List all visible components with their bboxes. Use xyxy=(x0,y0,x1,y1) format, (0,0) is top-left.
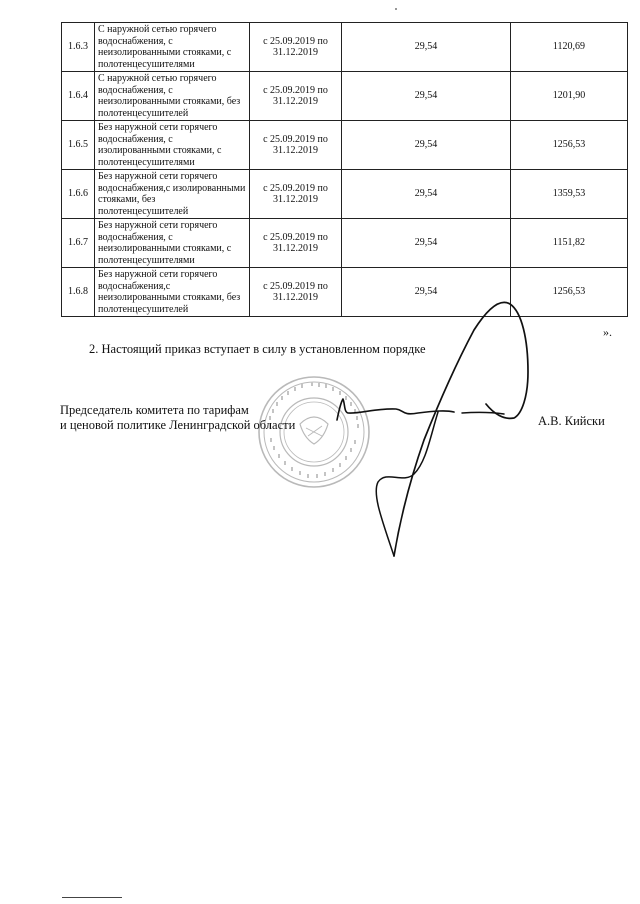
row-rate: 29,54 xyxy=(342,219,511,268)
row-description: Без наружной сети горячего водоснабжения,с неизолированными стояками, без полотенцесушителей xyxy=(95,268,250,317)
row-description: Без наружной сети горячего водоснабжения, с изолированными стояками, с полотенцесушителями xyxy=(95,121,250,170)
row-number: 1.6.4 xyxy=(62,72,95,121)
row-period: с 25.09.2019 по 31.12.2019 xyxy=(250,121,342,170)
row-number: 1.6.7 xyxy=(62,219,95,268)
table-row xyxy=(62,23,628,72)
clause-text: 2. Настоящий приказ вступает в силу в установленном порядке xyxy=(89,342,426,356)
row-description: С наружной сетью горячего водоснабжения, с неизолированными стояками, без полотенцесушителей xyxy=(95,72,250,121)
table-row xyxy=(62,219,628,268)
row-period: с 25.09.2019 по 31.12.2019 xyxy=(250,268,342,317)
row-rate: 29,54 xyxy=(342,170,511,219)
row-period: с 25.09.2019 по 31.12.2019 xyxy=(250,219,342,268)
row-number: 1.6.3 xyxy=(62,23,95,72)
row-period: с 25.09.2019 по 31.12.2019 xyxy=(250,170,342,219)
row-description: С наружной сетью горячего водоснабжения, с неизолированными стояками, с полотенцесушителями xyxy=(95,23,250,72)
signer-title-line-1: Председатель комитета по тарифам xyxy=(60,403,249,417)
tariff-table-body xyxy=(62,23,628,317)
row-total: 1256,53 xyxy=(511,268,628,317)
footnote-rule xyxy=(62,897,122,898)
row-total: 1151,82 xyxy=(511,219,628,268)
row-total: 1201,90 xyxy=(511,72,628,121)
row-rate: 29,54 xyxy=(342,268,511,317)
signer-title xyxy=(60,403,295,433)
row-description: Без наружной сети горячего водоснабжения, с неизолированными стояками, с полотенцесушителями xyxy=(95,219,250,268)
row-number: 1.6.8 xyxy=(62,268,95,317)
row-total: 1256,53 xyxy=(511,121,628,170)
table-row xyxy=(62,170,628,219)
tariff-table xyxy=(61,22,628,317)
row-rate: 29,54 xyxy=(342,23,511,72)
table-row xyxy=(62,121,628,170)
row-rate: 29,54 xyxy=(342,121,511,170)
table-row xyxy=(62,72,628,121)
row-number: 1.6.5 xyxy=(62,121,95,170)
row-period: с 25.09.2019 по 31.12.2019 xyxy=(250,23,342,72)
row-period: с 25.09.2019 по 31.12.2019 xyxy=(250,72,342,121)
table-row xyxy=(62,268,628,317)
closing-quote: ». xyxy=(603,325,612,339)
signer-name: А.В. Кийски xyxy=(538,414,605,428)
signer-title-line-2: и ценовой политике Ленинградской области xyxy=(60,418,296,432)
row-description: Без наружной сети горячего водоснабжения,с изолированными стояками, без полотенцесушителей xyxy=(95,170,250,219)
row-number: 1.6.6 xyxy=(62,170,95,219)
row-total: 1359,53 xyxy=(511,170,628,219)
scan-artifact xyxy=(395,8,397,10)
row-rate: 29,54 xyxy=(342,72,511,121)
row-total: 1120,69 xyxy=(511,23,628,72)
